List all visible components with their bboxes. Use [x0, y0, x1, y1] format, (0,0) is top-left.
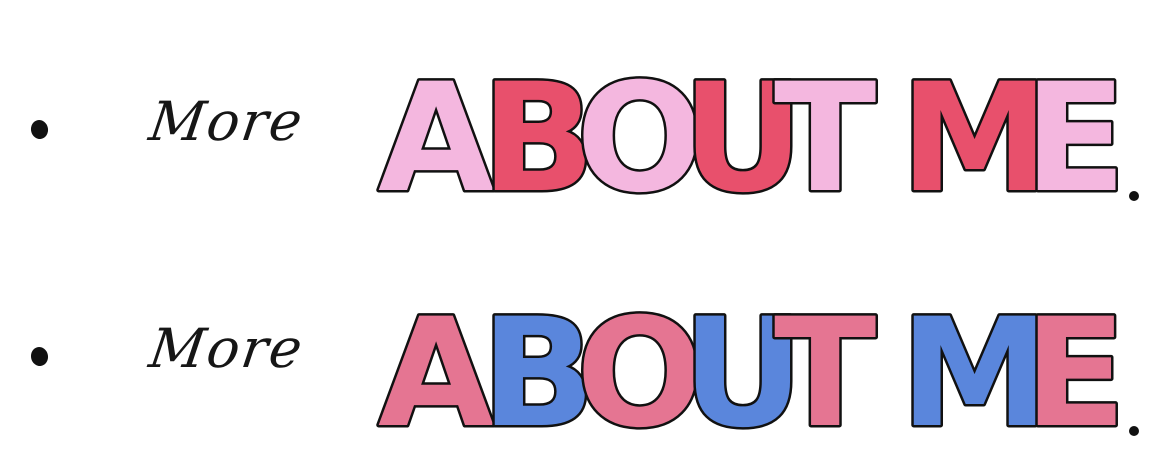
title-letter-t: T	[774, 52, 877, 226]
about-me-line-1	[0, 0, 1161, 226]
title-letter-a: A	[378, 52, 495, 226]
title-letter-a: A	[378, 287, 495, 460]
period-dot	[1129, 191, 1139, 201]
title-letter-m: M	[900, 287, 1050, 460]
about-me-bubble-title	[378, 235, 1138, 460]
period-dot	[1129, 426, 1139, 436]
title-letter-o: O	[576, 287, 704, 460]
more-label: More	[145, 90, 309, 153]
about-me-bubble-title	[378, 0, 1138, 226]
about-me-line-2	[0, 235, 1161, 460]
title-letter-o: O	[576, 52, 704, 226]
title-letter-b: B	[481, 287, 596, 460]
title-letter-e: E	[1024, 287, 1127, 460]
bullet-point-icon	[29, 119, 49, 141]
title-letter-t: T	[774, 287, 877, 460]
title-letter-u: U	[682, 52, 804, 226]
title-letter-e: E	[1024, 52, 1127, 226]
bullet-point-icon	[29, 346, 49, 368]
more-label: More	[145, 317, 309, 380]
title-letter-u: U	[682, 287, 804, 460]
title-letter-b: B	[481, 52, 596, 226]
title-letter-m: M	[900, 52, 1050, 226]
